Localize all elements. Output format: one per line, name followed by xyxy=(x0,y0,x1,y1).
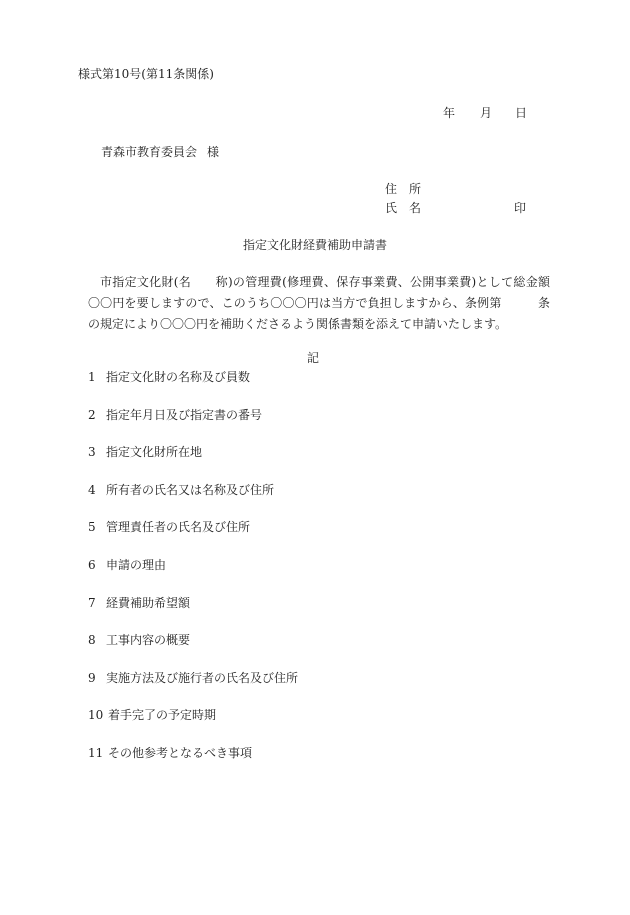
list-item xyxy=(88,557,298,595)
list-item xyxy=(88,670,298,708)
item-number: 4 xyxy=(88,482,96,497)
list-item xyxy=(88,632,298,670)
date-year-label: 年 xyxy=(443,106,456,120)
item-number: 8 xyxy=(88,633,96,648)
item-number: 3 xyxy=(88,445,96,460)
address-label-char-1: 住 xyxy=(385,182,398,196)
item-number: 5 xyxy=(88,520,96,535)
item-number: 9 xyxy=(88,670,96,685)
ki-heading: 記 xyxy=(307,351,320,365)
application-body-text: 市指定文化財(名 称)の管理費(修理費、保存事業費、公開事業費)として総金額〇〇円を要しますので、このうち〇〇〇円は当方で負担しますから、条例第 条の規定により〇〇〇円を補助くださるよう関係書類を添えて申請いたします。 xyxy=(88,275,550,331)
addressee-name: 青森市教育委員会 xyxy=(101,145,198,159)
list-item xyxy=(88,595,298,633)
list-item xyxy=(88,745,298,783)
item-number: 11 xyxy=(88,745,104,760)
item-number: 6 xyxy=(88,557,96,572)
document-title: 指定文化財経費補助申請書 xyxy=(243,238,388,252)
item-label: その他参考となるべき事項 xyxy=(108,745,253,760)
list-item xyxy=(88,482,298,520)
list-item xyxy=(88,369,298,407)
item-label: 工事内容の概要 xyxy=(106,633,191,648)
list-item xyxy=(88,519,298,557)
item-label: 所有者の氏名又は名称及び住所 xyxy=(106,482,275,497)
date-month-label: 月 xyxy=(480,106,493,120)
item-label: 実施方法及び施行者の氏名及び住所 xyxy=(106,670,299,685)
applicant-name-label xyxy=(385,200,421,216)
date-day-label: 日 xyxy=(515,106,528,120)
list-item xyxy=(88,707,298,745)
seal-mark: 印 xyxy=(514,201,527,215)
item-label: 申請の理由 xyxy=(106,557,167,572)
form-label: 様式第10号(第11条関係) xyxy=(78,67,214,81)
item-number: 10 xyxy=(88,708,104,723)
item-label: 着手完了の予定時期 xyxy=(108,708,217,723)
item-label: 経費補助希望額 xyxy=(106,595,191,610)
name-label-char-1: 氏 xyxy=(385,201,398,215)
item-number: 7 xyxy=(88,595,96,610)
item-label: 指定文化財所在地 xyxy=(106,445,203,460)
item-label: 管理責任者の氏名及び住所 xyxy=(106,520,251,535)
applicant-address-label xyxy=(385,181,421,197)
list-item xyxy=(88,444,298,482)
item-number: 1 xyxy=(88,370,96,384)
addressee-honorific: 様 xyxy=(207,145,220,159)
name-label-char-2: 名 xyxy=(409,201,422,215)
item-number: 2 xyxy=(88,407,96,422)
items-list xyxy=(88,369,298,783)
item-label: 指定年月日及び指定書の番号 xyxy=(106,407,263,422)
item-label: 指定文化財の名称及び員数 xyxy=(106,370,251,384)
address-label-char-2: 所 xyxy=(409,182,422,196)
list-item xyxy=(88,407,298,445)
